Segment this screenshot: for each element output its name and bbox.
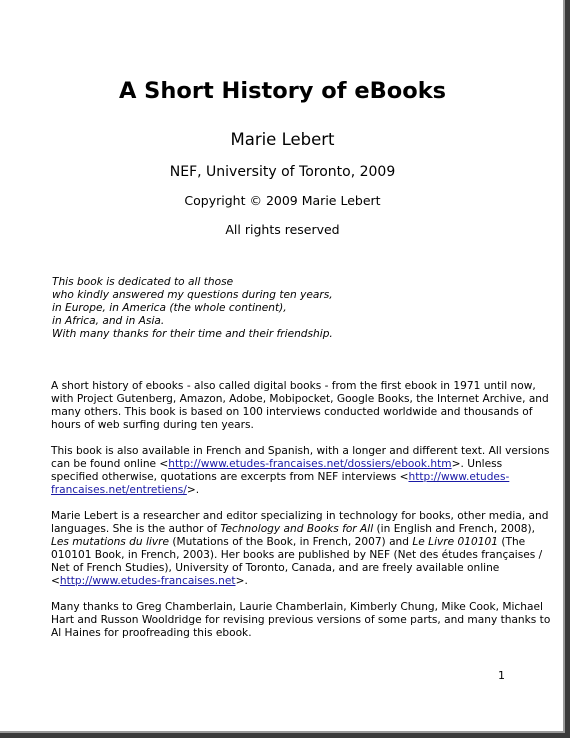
text-span: (The — [497, 536, 526, 548]
text-line — [51, 458, 521, 471]
dedication-line: in Africa, and in Asia. — [52, 315, 165, 327]
author-bio-paragraph — [51, 510, 549, 588]
text-span: >. — [235, 575, 248, 587]
book-title: A Short History of eBooks — [118, 78, 447, 104]
text-line: many others. This book is based on 100 interviews conducted worldwide and thousands of — [51, 406, 533, 418]
text-line: hours of web surfing during ten years. — [51, 419, 254, 431]
text-span: (in English and French, 2008), — [373, 523, 536, 535]
book-title-italic: Le Livre 010101 — [412, 536, 498, 548]
interviews-link-continued[interactable]: francaises.net/entretiens/ — [51, 484, 187, 496]
text-span: >. Unless — [451, 458, 503, 470]
availability-paragraph — [51, 445, 550, 497]
text-span: < — [51, 575, 60, 587]
text-line: Hart and Russon Wooldridge for revising previous versions of some parts, and many thanks to — [51, 614, 551, 626]
text-line: Al Haines for proofreading this ebook. — [51, 627, 252, 639]
dedication-line: who kindly answered my questions during ten years, — [52, 289, 333, 301]
text-span: (Mutations of the Book, in French, 2007) and — [169, 536, 413, 548]
text-line: A short history of ebooks - also called digital books - from the first ebook in 1971 until now, — [51, 380, 536, 392]
text-span: >. — [186, 484, 200, 496]
text-line: Net of French Studies), University of Toronto, Canada, and are freely available online — [51, 562, 500, 574]
author-name: Marie Lebert — [230, 130, 335, 149]
affiliation: NEF, University of Toronto, 2009 — [169, 164, 396, 180]
interviews-link[interactable]: http://www.etudes- — [408, 471, 510, 483]
text-line — [51, 536, 526, 549]
text-span: specified otherwise, quotations are excerpts from NEF interviews < — [51, 471, 409, 483]
book-title-italic: Les mutations du livre — [51, 536, 170, 548]
text-line: This book is also available in French and Spanish, with a longer and different text. All versions — [51, 445, 550, 457]
text-line — [51, 471, 521, 484]
text-line: Marie Lebert is a researcher and editor specializing in technology for books, other media, and — [51, 510, 549, 522]
page-number: 1 — [498, 669, 505, 682]
dedication-line: This book is dedicated to all those — [52, 276, 234, 288]
dedication-line: in Europe, in America (the whole continent), — [52, 302, 287, 314]
dedication — [52, 276, 333, 341]
text-line — [51, 484, 521, 497]
text-line: Many thanks to Greg Chamberlain, Laurie Chamberlain, Kimberly Chung, Mike Cook, Michael — [51, 601, 543, 613]
text-span: languages. She is the author of — [51, 523, 221, 535]
text-line: 010101 Book, in French, 2003). Her books are published by NEF (Net des études françaises / — [51, 549, 543, 561]
summary-paragraph — [51, 380, 549, 432]
text-line — [51, 523, 536, 536]
copyright-notice: Copyright © 2009 Marie Lebert — [184, 193, 381, 208]
book-title-italic: Technology and Books for All — [220, 523, 374, 535]
rights-notice: All rights reserved — [225, 222, 340, 237]
text-span: can be found online < — [51, 458, 169, 470]
acknowledgements-paragraph — [51, 601, 551, 640]
dedication-line: With many thanks for their time and their friendship. — [52, 328, 333, 340]
ebook-dossier-link[interactable]: http://www.etudes-francaises.net/dossiers/ebook.htm — [168, 458, 452, 470]
text-line — [51, 575, 521, 588]
nef-website-link[interactable]: http://www.etudes-francaises.net — [59, 575, 236, 587]
text-line: with Project Gutenberg, Amazon, Adobe, Mobipocket, Google Books, the Internet Archive, and — [51, 393, 549, 405]
